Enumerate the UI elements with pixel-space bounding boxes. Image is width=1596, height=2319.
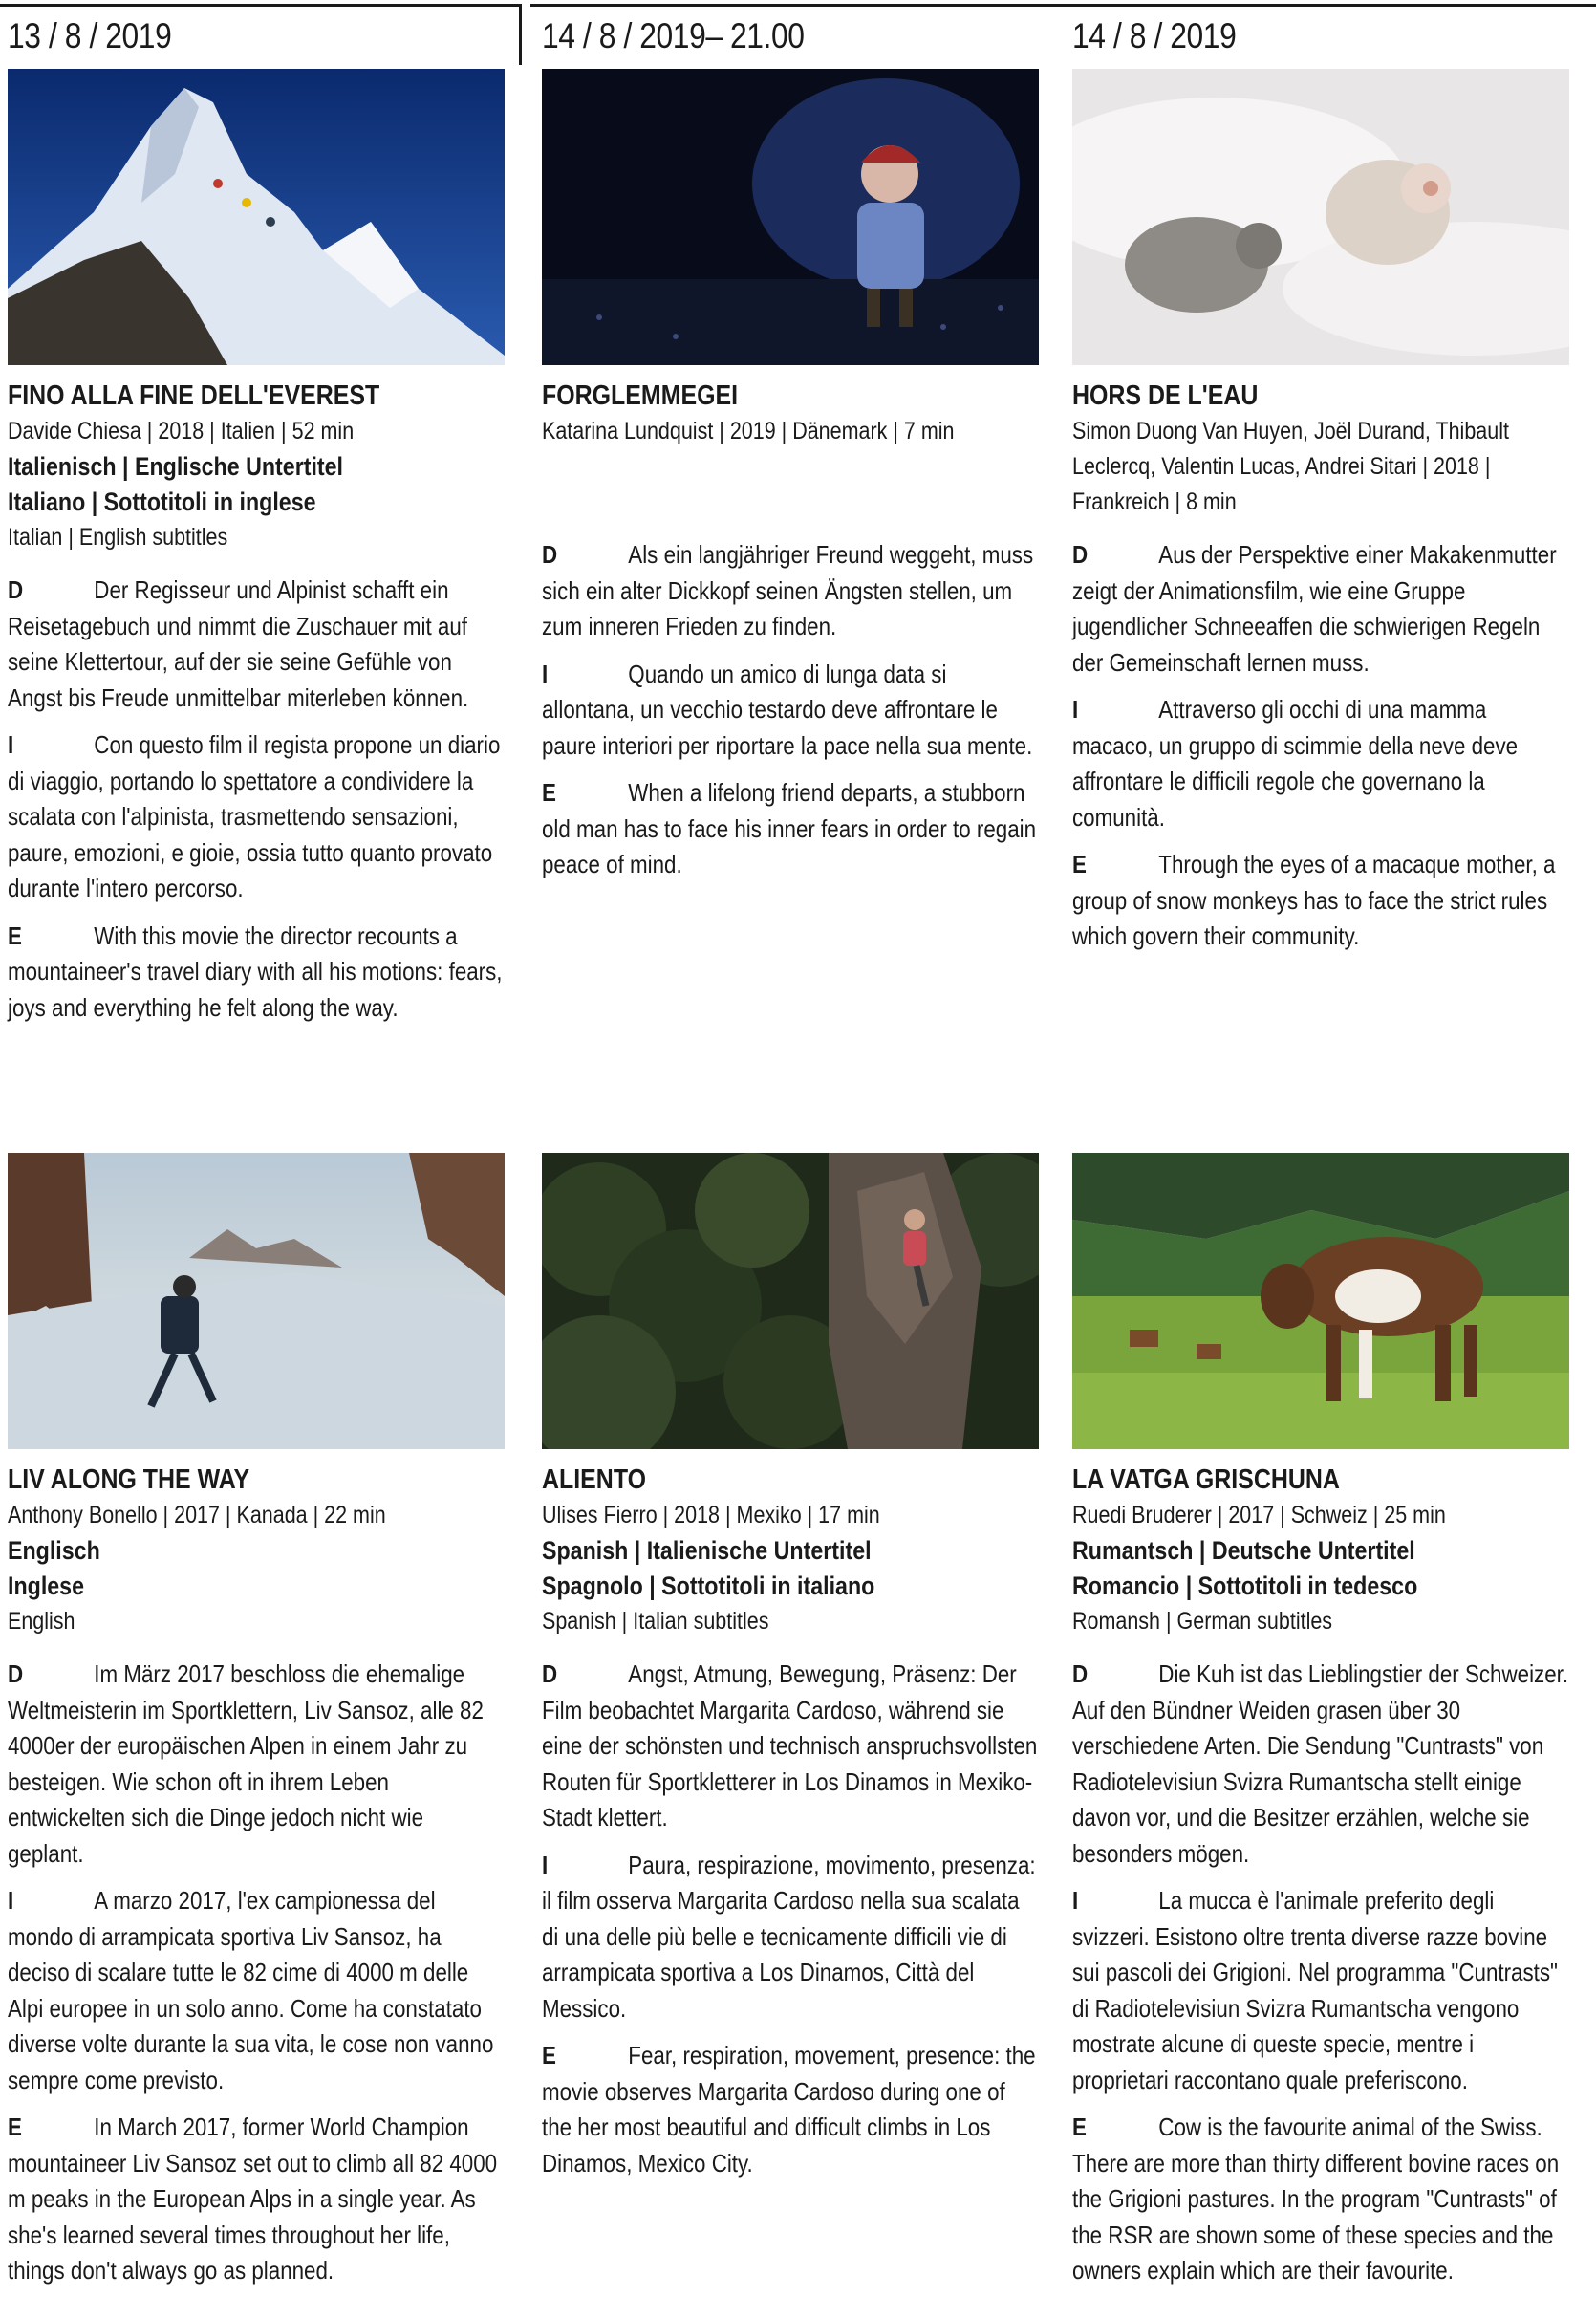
film-card-forglemmegei	[542, 69, 1039, 895]
film-title: FINO ALLA FINE DELL'EVEREST	[8, 380, 380, 411]
date-col-2: 14 / 8 / 2019– 21.00	[542, 16, 805, 55]
film-card-liv-along-the-way	[8, 1153, 505, 2301]
film-still-glacier	[8, 1153, 505, 1449]
film-title: LIV ALONG THE WAY	[8, 1464, 250, 1495]
desc-it: I La mucca è l'animale preferito degli svizzeri. Esistono oltre trenta diverse razze bovine sui pascoli dei Grigioni. Nel programma "Cuntrasts" di Radiotelevisiun Svizra Rumantscha vengono mostrate alcune di queste specie, mentre i proprietari raccontano quale preferiscono.	[1072, 1886, 1558, 2094]
film-still-climber	[542, 1153, 1039, 1449]
desc-it: I Paura, respirazione, movimento, presenza: il film osserva Margarita Cardoso nella sua scalata di una delle più belle e tecnicamente difficili vie di arrampicata sportiva a Los Dinamos, Città del Messico.	[542, 1850, 1036, 2023]
film-card-aliento	[542, 1153, 1039, 2193]
date-col-3: 14 / 8 / 2019	[1072, 16, 1237, 55]
desc-it: I Quando un amico di lunga data si allontana, un vecchio testardo deve affrontare le paure interiori per riportare la pace nella sua mente.	[542, 659, 1033, 760]
desc-de: D Als ein langjähriger Freund weggeht, muss sich ein alter Dickkopf seinen Ängsten stellen, um zum inneren Frieden zu finden.	[542, 540, 1034, 640]
film-still-mountain	[8, 69, 505, 365]
header-rule-right	[530, 4, 1596, 7]
film-credits: Ruedi Bruderer | 2017 | Schweiz | 25 min	[1072, 1502, 1446, 1528]
film-language-de: Spanish | Italienische Untertitel	[542, 1536, 872, 1565]
header-divider	[519, 4, 522, 65]
film-still-snow-monkeys	[1072, 69, 1569, 365]
film-title: HORS DE L'EAU	[1072, 380, 1259, 411]
film-credits: Davide Chiesa | 2018 | Italien | 52 min	[8, 418, 355, 444]
desc-de: D Der Regisseur und Alpinist schafft ein Reisetagebuch und nimmt die Zuschauer mit auf seine Klettertour, auf der sie seine Gefühle von Angst bis Freude unmittelbar miterleben können.	[8, 575, 469, 712]
film-language-it: Inglese	[8, 1571, 85, 1600]
film-still-cow	[1072, 1153, 1569, 1449]
desc-it: I A marzo 2017, l'ex campionessa del mondo di arrampicata sportiva Liv Sansoz, ha deciso di scalare tutte le 82 cime di 4000 m delle Alpi europee in un solo anno. Come ha constatato diverse volte durante la sua vita, le cose non vanno sempre come previsto.	[8, 1886, 494, 2094]
film-language-it: Italiano | Sottotitoli in inglese	[8, 488, 316, 516]
date-col-1: 13 / 8 / 2019	[8, 16, 172, 55]
film-card-hors-de-leau	[1072, 69, 1569, 966]
film-title: FORGLEMMEGEI	[542, 380, 739, 411]
desc-en: E Through the eyes of a macaque mother, a group of snow monkeys has to face the strict rules which govern their community.	[1072, 850, 1556, 950]
desc-en: E When a lifelong friend departs, a stubborn old man has to face his inner fears in order to regain peace of mind.	[542, 778, 1037, 878]
film-language-it: Romancio | Sottotitoli in tedesco	[1072, 1571, 1418, 1600]
film-credits: Katarina Lundquist | 2019 | Dänemark | 7 min	[542, 418, 955, 444]
film-language-en: Italian | English subtitles	[8, 524, 228, 551]
film-language-en: English	[8, 1608, 75, 1635]
film-title: LA VATGA GRISCHUNA	[1072, 1464, 1340, 1495]
desc-de: D Im März 2017 beschloss die ehemalige Weltmeisterin im Sportklettern, Liv Sansoz, alle 82 4000er der europäischen Alpen in einem Jahr zu besteigen. Wie schon oft in ihrem Leben entwickelten sich die Dinge jedoch nicht wie geplant.	[8, 1659, 484, 1868]
film-credits: Simon Duong Van Huyen, Joël Durand, Thibault Leclercq, Valentin Lucas, Andrei Sitari | 2018 | Frankreich | 8 min	[1072, 418, 1509, 515]
film-language-de: Rumantsch | Deutsche Untertitel	[1072, 1536, 1415, 1565]
film-card-fino-alla-fine	[8, 69, 505, 1037]
film-still-animated	[542, 69, 1039, 365]
film-language-de: Italienisch | Englische Untertitel	[8, 452, 344, 481]
header-rule-left	[0, 4, 521, 7]
desc-en: E With this movie the director recounts a mountaineer's travel diary with all his motions: fears, joys and everything he felt along the way.	[8, 921, 503, 1022]
desc-it: I Con questo film il regista propone un diario di viaggio, portando lo spettatore a condividere la scalata con l'alpinista, trasmettendo sensazioni, paure, emozioni, e gioie, ossia tutto quanto provato durante l'intero percorso.	[8, 730, 501, 902]
film-credits: Ulises Fierro | 2018 | Mexiko | 17 min	[542, 1502, 880, 1528]
film-title: ALIENTO	[542, 1464, 647, 1495]
desc-it: I Attraverso gli occhi di una mamma macaco, un gruppo di scimmie della neve deve affrontare le difficili regole che governano la comunità.	[1072, 695, 1519, 832]
film-language-en: Spanish | Italian subtitles	[542, 1608, 769, 1635]
desc-en: E Fear, respiration, movement, presence: the movie observes Margarita Cardoso during one of the her most beautiful and difficult climbs in Los Dinamos, Mexico City.	[542, 2041, 1036, 2178]
film-credits: Anthony Bonello | 2017 | Kanada | 22 min	[8, 1502, 386, 1528]
film-card-la-vatga-grischuna	[1072, 1153, 1569, 2301]
film-language-de: Englisch	[8, 1536, 100, 1565]
desc-de: D Aus der Perspektive einer Makakenmutter zeigt der Animationsfilm, wie eine Gruppe jugendlicher Schneeaffen die schwierigen Regeln der Gemeinschaft lernen muss.	[1072, 540, 1557, 677]
desc-en: E In March 2017, former World Champion mountaineer Liv Sansoz set out to climb all 82 4000 m peaks in the European Alps in a single year. As she's learned several times throughout her life, things don't always go as planned.	[8, 2113, 498, 2285]
desc-de: D Angst, Atmung, Bewegung, Präsenz: Der Film beobachtet Margarita Cardoso, während sie eine der schönsten und technisch anspruchsvollsten Routen für Sportkletterer in Los Dinamos in Mexiko-Stadt klettert.	[542, 1659, 1038, 1831]
desc-en: E Cow is the favourite animal of the Swiss. There are more than thirty different bovine races on the Grigioni pastures. In the program "Cuntrasts" of the RSR are shown some of these species and the owners explain which are their favourite.	[1072, 2113, 1560, 2285]
film-language-it: Spagnolo | Sottotitoli in italiano	[542, 1571, 875, 1600]
film-language-en: Romansh | German subtitles	[1072, 1608, 1333, 1635]
desc-de: D Die Kuh ist das Lieblingstier der Schweizer. Auf den Bündner Weiden grasen über 30 verschiedene Arten. Die Sendung "Cuntrasts" von Radiotelevisiun Svizra Rumantscha stellt einige davon vor, und die Besitzer erzählen, welche sie besonders mögen.	[1072, 1659, 1569, 1868]
